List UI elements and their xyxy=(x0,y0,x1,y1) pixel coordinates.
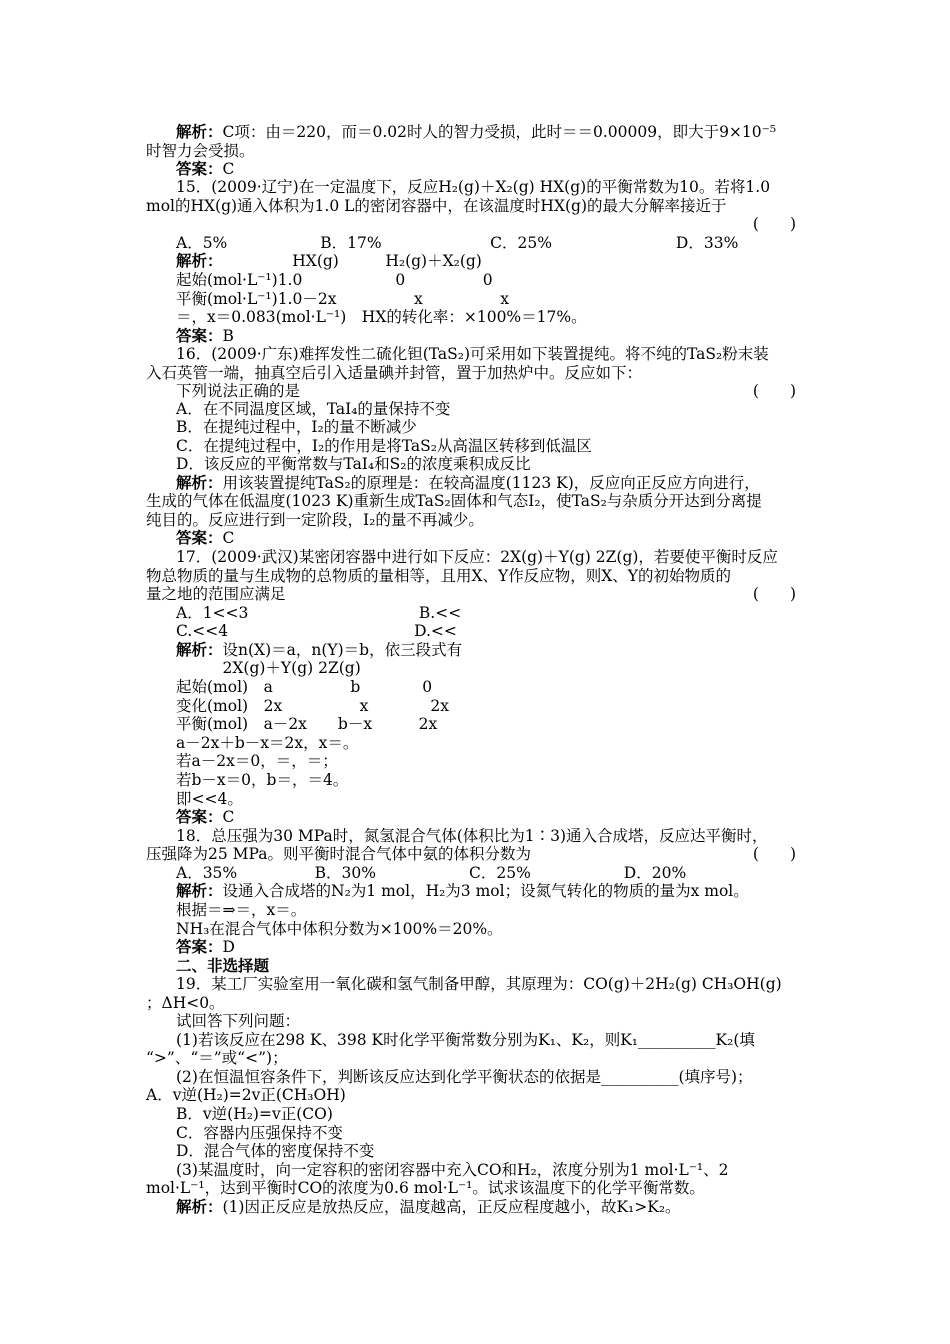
text-line: 变化(mol) 2x x 2x xyxy=(176,697,450,715)
question-18: 18．总压强为30 MPa时，氮氢混合气体(体积比为1∶3)通入合成塔，反应达平衡时， xyxy=(176,827,768,845)
option-a: A．v逆(H₂)=2v正(CH₃OH) xyxy=(146,1086,346,1104)
text-line: mol·L⁻¹，达到平衡时CO的浓度为0.6 mol·L⁻¹。试求该温度下的化学平衡常数。 xyxy=(146,1179,705,1197)
text-line: ；ΔH<0。 xyxy=(146,994,225,1012)
option-b: B．在提纯过程中，I₂的量不断减少 xyxy=(176,418,417,436)
answer-line: 答案：C xyxy=(176,160,235,178)
text-line: 解析：C项：由＝220，而＝0.02时人的智力受损，此时＝＝0.00009，即大于9×10⁻⁵ xyxy=(176,123,777,141)
options-line: A．1<<3 B.<< xyxy=(176,604,462,622)
text-line: (2)在恒温恒容条件下，判断该反应达到化学平衡状态的依据是__________(填序号)； xyxy=(176,1068,753,1086)
option-c: C．容器内压强保持不变 xyxy=(176,1124,343,1142)
text-line: 时智力会受损。 xyxy=(146,142,255,160)
option-b: B．v逆(H₂)=v正(CO) xyxy=(176,1105,333,1123)
answer-paren-line: ( ) xyxy=(752,215,796,233)
section-heading: 二、非选择题 xyxy=(176,957,270,975)
text-line: 若a－2x＝0，＝，＝； xyxy=(176,752,338,770)
text-line: 即<<4。 xyxy=(176,790,243,808)
answer-line: 答案：D xyxy=(176,938,235,956)
options-line: C.<<4 D.<< xyxy=(176,622,457,640)
text-line: “>”、“＝”或“<”)； xyxy=(146,1049,288,1067)
option-d: D．该反应的平衡常数与TaI₄和S₂的浓度乘积成反比 xyxy=(176,455,531,473)
text-line: (1)若该反应在298 K、398 K时化学平衡常数分别为K₁、K₂，则K₁__________K₂(填 xyxy=(176,1031,755,1049)
text-line: 2X(g)＋Y(g) 2Z(g) xyxy=(176,659,361,677)
analysis-line: 解析：(1)因正反应是放热反应，温度越高，正反应程度越小，故K₁>K₂。 xyxy=(176,1198,681,1216)
text-line: 根据＝⇒＝，x＝。 xyxy=(176,901,307,919)
text-line: ＝，x＝0.083(mol·L⁻¹) HX的转化率：×100%＝17%。 xyxy=(176,308,587,326)
analysis-line: 解析：设n(X)＝a，n(Y)＝b，依三段式有 xyxy=(176,641,463,659)
answer-line: 答案：C xyxy=(176,808,235,826)
answer-line: 答案：C xyxy=(176,529,235,547)
option-d: D．混合气体的密度保持不变 xyxy=(176,1142,375,1160)
analysis-line: 解析：用该装置提纯TaS₂的原理是：在较高温度(1123 K)，反应向正反应方向进行， xyxy=(176,474,760,492)
text-line: 若b－x＝0，b＝，＝4。 xyxy=(176,771,349,789)
text-line: 试回答下列问题： xyxy=(176,1012,301,1030)
answer-paren-line: 下列说法正确的是 ( ) xyxy=(176,382,796,400)
question-19: 19．某工厂实验室用一氧化碳和氢气制备甲醇，其原理为：CO(g)＋2H₂(g) CH₃OH(g) xyxy=(176,975,782,993)
option-a: A．在不同温度区域，TaI₄的量保持不变 xyxy=(176,400,451,418)
text-line: 纯目的。反应进行到一定阶段，I₂的量不再减少。 xyxy=(146,511,484,529)
text-line: mol的HX(g)通入体积为1.0 L的密闭容器中，在该温度时HX(g)的最大分解率接近于 xyxy=(146,197,727,215)
option-c: C．在提纯过程中，I₂的作用是将TaS₂从高温区转移到低温区 xyxy=(176,437,592,455)
analysis-line: 解析：设通入合成塔的N₂为1 mol，H₂为3 mol；设氮气转化的物质的量为x mol。 xyxy=(176,882,749,900)
text-line: 起始(mol) a b 0 xyxy=(176,678,433,696)
answer-paren-line: 量之地的范围应满足 ( ) xyxy=(146,585,796,603)
question-15: 15．(2009·辽宁)在一定温度下，反应H₂(g)＋X₂(g) HX(g)的平衡常数为10。若将1.0 xyxy=(176,178,771,196)
text-line: a－2x＋b－x＝2x，x＝。 xyxy=(176,734,359,752)
analysis-line: 解析： HX(g) H₂(g)＋X₂(g) xyxy=(176,252,482,270)
answer-paren-line: 压强降为25 MPa。则平衡时混合气体中氨的体积分数为 ( ) xyxy=(146,845,796,863)
text-line: (3)某温度时，向一定容积的密闭容器中充入CO和H₂，浓度分别为1 mol·L⁻¹、2 xyxy=(176,1161,729,1179)
text-line: 生成的气体在低温度(1023 K)重新生成TaS₂固体和气态I₂，使TaS₂与杂质分开达到分离提 xyxy=(146,492,762,510)
text-line: 平衡(mol) a－2x b－x 2x xyxy=(176,715,438,733)
text-line: 起始(mol·L⁻¹)1.0 0 0 xyxy=(176,271,493,289)
text-line: 物总物质的量与生成物的总物质的量相等，且用X、Y作反应物，则X、Y的初始物质的 xyxy=(146,567,732,585)
text-line: 入石英管一端，抽真空后引入适量碘并封管，置于加热炉中。反应如下： xyxy=(146,364,643,382)
options-line: A．5% B．17% C．25% D．33% xyxy=(176,234,739,252)
question-16: 16．(2009·广东)难挥发性二硫化钽(TaS₂)可采用如下装置提纯。将不纯的TaS₂粉末装 xyxy=(176,345,769,363)
options-line: A．35% B．30% C．25% D．20% xyxy=(176,864,687,882)
text-line: NH₃在混合气体中体积分数为×100%＝20%。 xyxy=(176,920,503,938)
text-line: 平衡(mol·L⁻¹)1.0－2x x x xyxy=(176,290,509,308)
question-17: 17．(2009·武汉)某密闭容器中进行如下反应：2X(g)＋Y(g) 2Z(g)，若要使平衡时反应 xyxy=(176,548,778,566)
answer-line: 答案：B xyxy=(176,327,234,345)
